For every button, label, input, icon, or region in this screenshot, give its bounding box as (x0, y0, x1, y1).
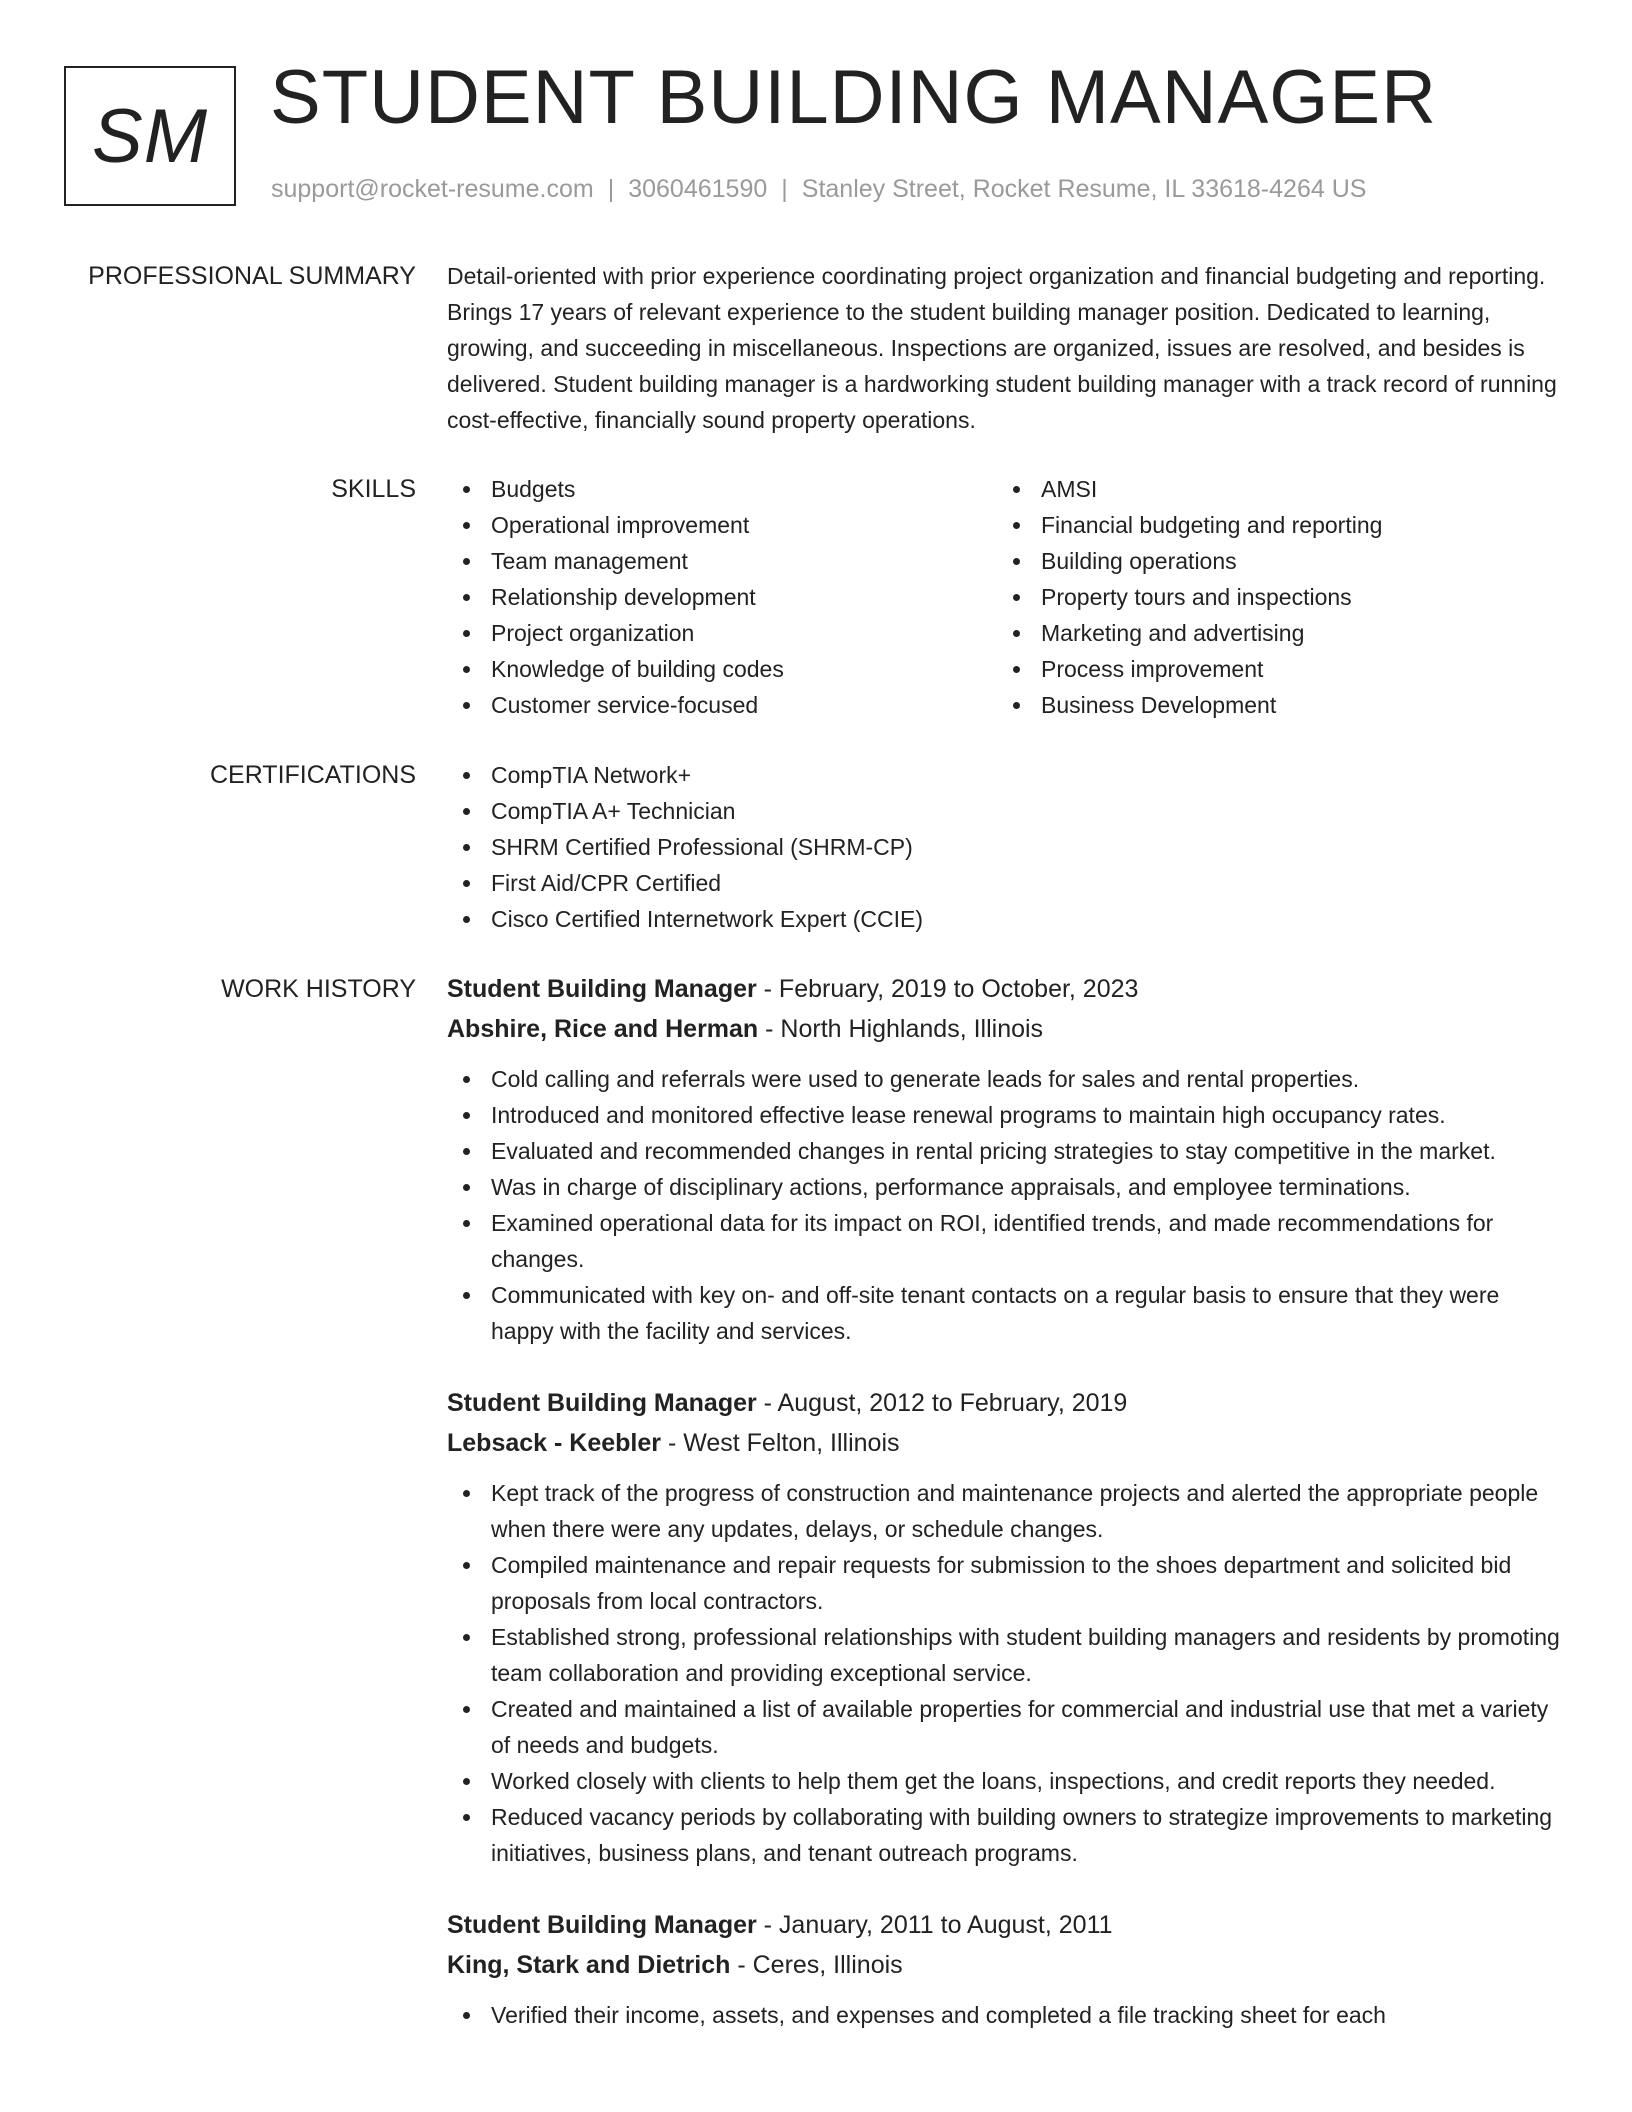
list-item: Communicated with key on- and off-site tenant contacts on a regular basis to ensure that they were happy with the facility and services. (447, 1277, 1567, 1349)
list-item: Project organization (447, 615, 997, 651)
job-company-line (447, 1009, 1567, 1049)
job-entry (447, 1905, 1567, 2033)
job-title: Student Building Manager (447, 975, 757, 1003)
section-heading: CERTIFICATIONS (209, 761, 416, 789)
list-item: Examined operational data for its impact on ROI, identified trends, and made recommendations for changes. (447, 1205, 1567, 1277)
job-entry (447, 969, 1567, 1349)
list-item: Introduced and monitored effective lease renewal programs to maintain high occupancy rates. (447, 1097, 1567, 1133)
list-item: Cisco Certified Internetwork Expert (CCIE) (447, 901, 1567, 937)
list-item: Team management (447, 543, 997, 579)
job-title: Student Building Manager (447, 1911, 757, 1939)
list-item: Worked closely with clients to help them get the loans, inspections, and credit reports they needed. (447, 1763, 1567, 1799)
contact-phone: 3060461590 (628, 175, 768, 203)
list-item: Created and maintained a list of available properties for commercial and industrial use that met a variety of needs and budgets. (447, 1691, 1567, 1763)
job-title-line (447, 1905, 1567, 1945)
contact-line (271, 174, 1366, 204)
contact-email: support@rocket-resume.com (271, 175, 594, 203)
job-title-line (447, 969, 1567, 1009)
job-location: - North Highlands, Illinois (758, 1015, 1044, 1043)
list-item: Financial budgeting and reporting (997, 507, 1547, 543)
list-item: First Aid/CPR Certified (447, 865, 1567, 901)
section-heading: SKILLS (331, 475, 416, 503)
job-company-line (447, 1945, 1567, 1985)
section-heading: PROFESSIONAL SUMMARY (88, 262, 416, 290)
job-location: - Ceres, Illinois (730, 1951, 903, 1979)
skills-list-right (997, 471, 1547, 723)
list-item: Kept track of the progress of construction and maintenance projects and alerted the appropriate people when there were any updates, delays, or schedule changes. (447, 1475, 1567, 1547)
list-item: CompTIA Network+ (447, 757, 1567, 793)
job-company-line (447, 1423, 1567, 1463)
list-item: Relationship development (447, 579, 997, 615)
list-item: Compiled maintenance and repair requests for submission to the shoes department and solicited bid proposals from local contractors. (447, 1547, 1567, 1619)
summary-body (447, 258, 1567, 438)
list-item: CompTIA A+ Technician (447, 793, 1567, 829)
list-item: Established strong, professional relationships with student building managers and residents by promoting team collaboration and providing exceptional service. (447, 1619, 1567, 1691)
job-company: Lebsack - Keebler (447, 1429, 661, 1457)
job-company: Abshire, Rice and Herman (447, 1015, 759, 1043)
job-entry (447, 1383, 1567, 1871)
job-dates: - August, 2012 to February, 2019 (756, 1389, 1128, 1417)
list-item: Business Development (997, 687, 1547, 723)
list-item: Was in charge of disciplinary actions, performance appraisals, and employee terminations. (447, 1169, 1567, 1205)
list-item: Building operations (997, 543, 1547, 579)
summary-text: Detail-oriented with prior experience coordinating project organization and financial budgeting and reporting. Brings 17 years of relevant experience to the student building manager position. Dedicated to learning, growing, and succeeding in miscellaneous. Inspections are organized, issues are resolved, and besides is delivered. Student building manager is a hardworking student building manager with a track record of running cost-effective, financially sound property operations. (447, 263, 1557, 433)
skills-columns (447, 471, 1567, 723)
job-bullets (447, 1061, 1567, 1349)
list-item: Verified their income, assets, and expenses and completed a file tracking sheet for each (447, 1997, 1567, 2033)
job-bullets (447, 1997, 1567, 2033)
job-title: Student Building Manager (447, 1389, 757, 1417)
contact-separator: | (607, 175, 615, 203)
certifications-list (447, 757, 1567, 937)
list-item: Marketing and advertising (997, 615, 1547, 651)
job-company: King, Stark and Dietrich (447, 1951, 731, 1979)
list-item: Property tours and inspections (997, 579, 1547, 615)
skills-body (447, 471, 1567, 723)
job-location: - West Felton, Illinois (661, 1429, 900, 1457)
contact-address: Stanley Street, Rocket Resume, IL 33618-4264 US (801, 175, 1367, 203)
list-item: Evaluated and recommended changes in rental pricing strategies to stay competitive in the market. (447, 1133, 1567, 1169)
monogram-logo: SM (64, 66, 236, 206)
list-item: Operational improvement (447, 507, 997, 543)
list-item: Customer service-focused (447, 687, 997, 723)
contact-separator: | (781, 175, 788, 203)
list-item: Reduced vacancy periods by collaborating with building owners to strategize improvements to marketing initiatives, business plans, and tenant outreach programs. (447, 1799, 1567, 1871)
job-dates: - January, 2011 to August, 2011 (756, 1911, 1113, 1939)
list-item: SHRM Certified Professional (SHRM-CP) (447, 829, 1567, 865)
resume-title: STUDENT BUILDING MANAGER (270, 55, 1437, 140)
job-dates: - February, 2019 to October, 2023 (756, 975, 1139, 1003)
list-item: Cold calling and referrals were used to generate leads for sales and rental properties. (447, 1061, 1567, 1097)
job-bullets (447, 1475, 1567, 1871)
work-history-body (447, 969, 1567, 2067)
list-item: AMSI (997, 471, 1547, 507)
list-item: Knowledge of building codes (447, 651, 997, 687)
list-item: Process improvement (997, 651, 1547, 687)
section-heading: WORK HISTORY (221, 975, 416, 1003)
list-item: Budgets (447, 471, 997, 507)
job-title-line (447, 1383, 1567, 1423)
skills-list-left (447, 471, 997, 723)
certifications-body (447, 757, 1567, 937)
